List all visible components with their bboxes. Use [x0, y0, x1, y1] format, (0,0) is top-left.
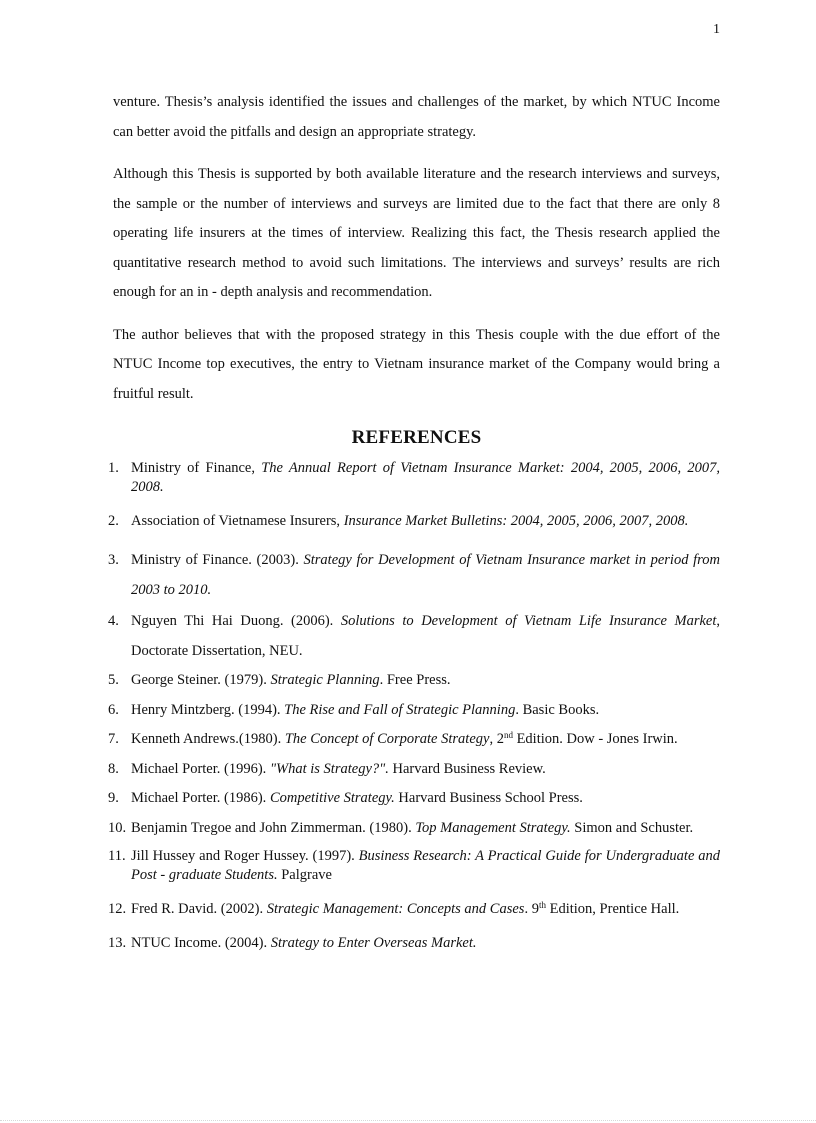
paragraph-although: Although this Thesis is supported by both available literature and the research interviews and surveys, the sample or the number of interviews and surveys are limited due to the fact that there are only 8 operating life insurers at the times of interview. Realizing this fact, the Thesis research applied the quantitative research method to avoid such limitations. The interviews and surveys’ results are rich enough for an in - depth analysis and recommendation.	[113, 166, 720, 300]
reference-item-5: 5. George Steiner. (1979). Strategic Planning. Free Press.	[108, 672, 451, 688]
reference-item-9: 9. Michael Porter. (1986). Competitive Strategy. Harvard Business School Press.	[108, 790, 583, 806]
reference-item-6: 6. Henry Mintzberg. (1994). The Rise and Fall of Strategic Planning. Basic Books.	[108, 701, 600, 718]
reference-item-13: 13. NTUC Income. (2004). Strategy to Enter Overseas Market.	[108, 935, 477, 951]
references-list	[108, 459, 721, 953]
paragraph-venture: venture. Thesis’s analysis identified the issues and challenges of the market, by which NTUC Income can better avoid the pitfalls and design an appropriate strategy.	[113, 94, 720, 140]
reference-item-12: 12. Fred R. David. (2002). Strategic Management: Concepts and Cases. 9th Edition, Prentice Hall.	[108, 900, 680, 917]
reference-item-11: 11. Jill Hussey and Roger Hussey. (1997). Business Research: A Practical Guide for Undergraduate and Post - graduate Students. Palgrave	[108, 848, 721, 883]
reference-item-7: 7. Kenneth Andrews.(1980). The Concept of Corporate Strategy, 2nd Edition. Dow - Jones Irwin.	[108, 730, 678, 747]
reference-item-4: 4. Nguyen Thi Hai Duong. (2006). Solutions to Development of Vietnam Life Insurance Market, Doctorate Dissertation, NEU.	[108, 613, 720, 659]
paragraph-author: The author believes that with the proposed strategy in this Thesis couple with the due effort of the NTUC Income top executives, the entry to Vietnam insurance market of the Company would bring a fruitful result.	[113, 326, 720, 402]
page-bottom-divider	[0, 1120, 816, 1121]
page-number: 1	[713, 22, 720, 37]
reference-item-1: 1. Ministry of Finance, The Annual Report of Vietnam Insurance Market: 2004, 2005, 2006, 2007, 2008.	[108, 460, 720, 495]
document-body	[108, 88, 721, 968]
references-heading: REFERENCES	[351, 427, 482, 448]
reference-item-2: 2. Association of Vietnamese Insurers, Insurance Market Bulletins: 2004, 2005, 2006, 2007, 2008.	[108, 513, 689, 529]
reference-item-8: 8. Michael Porter. (1996). "What is Strategy?". Harvard Business Review.	[108, 760, 546, 777]
reference-item-10: 10. Benjamin Tregoe and John Zimmerman. (1980). Top Management Strategy. Simon and Schuster.	[108, 819, 694, 836]
reference-item-3: 3. Ministry of Finance. (2003). Strategy for Development of Vietnam Insurance market in period from 2003 to 2010.	[108, 552, 720, 598]
